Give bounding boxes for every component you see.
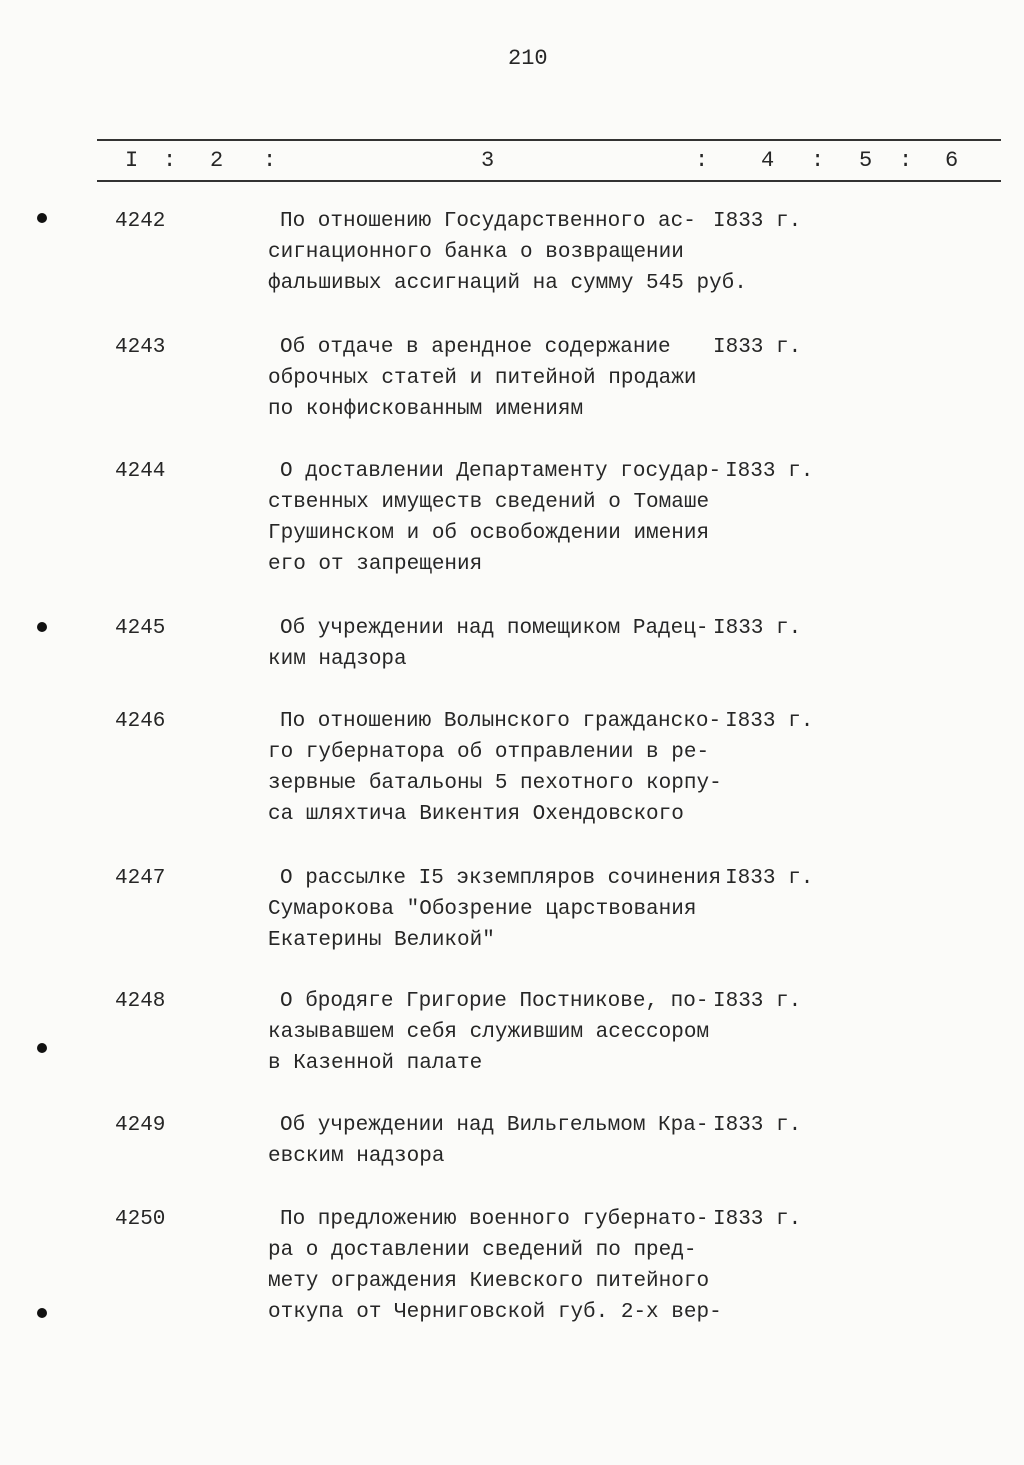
entry-text-line: фальшивых ассигнаций на сумму 545 руб. (268, 272, 747, 295)
entry-text-line: ственных имуществ сведений о Томаше (268, 491, 710, 514)
punch-hole-mark (37, 622, 47, 632)
col-3: 3 (481, 148, 495, 173)
col-sep: : (695, 148, 709, 173)
entry-text-line: ким надзора (268, 648, 407, 671)
punch-hole-mark (37, 1308, 47, 1318)
entry-text-line: Об отдаче в арендное содержание (280, 336, 671, 359)
col-sep: : (163, 148, 177, 173)
entry-text-line: О бродяге Григорие Постникове, по- (280, 990, 709, 1013)
entry-text-line: евским надзора (268, 1145, 445, 1168)
entry-text-line: По предложению военного губернато- (280, 1208, 709, 1231)
entry-text-line: оброчных статей и питейной продажи (268, 367, 697, 390)
entry-text-line: казывавшем себя служившим асессором (268, 1021, 710, 1044)
entry-number: 4245 (115, 617, 166, 640)
col-4: 4 (761, 148, 775, 173)
entry-text-line: го губернатора об отправлении в ре- (268, 741, 710, 764)
col-sep: : (811, 148, 825, 173)
entry-number: 4250 (115, 1208, 166, 1231)
entry-text-line: Грушинском и об освобождении имения (268, 522, 710, 545)
punch-hole-mark (37, 213, 47, 223)
entry-year: I833 г. (713, 617, 802, 640)
entry-text-line: По отношению Государственного ас- (280, 210, 696, 233)
entry-number: 4244 (115, 460, 166, 483)
col-sep: : (899, 148, 913, 173)
entry-number: 4246 (115, 710, 166, 733)
entry-text-line: откупа от Черниговской губ. 2-х вер- (268, 1301, 722, 1324)
entry-year: I833 г. (725, 710, 814, 733)
entry-text-line: его от запрещения (268, 553, 483, 576)
entry-number: 4243 (115, 336, 166, 359)
entry-text-line: Екатерины Великой" (268, 929, 495, 952)
entry-text-line: мету ограждения Киевского питейного (268, 1270, 710, 1293)
entry-text-line: сигнационного банка о возвращении (268, 241, 684, 264)
entry-text-line: Об учреждении над помещиком Радец- (280, 617, 709, 640)
entry-year: I833 г. (713, 990, 802, 1013)
entry-number: 4247 (115, 867, 166, 890)
entry-text-line: са шляхтича Викентия Охендовского (268, 803, 684, 826)
page-number: 210 (508, 46, 548, 71)
entry-text-line: в Казенной палате (268, 1052, 483, 1075)
col-6: 6 (945, 148, 959, 173)
entry-text-line: ра о доставлении сведений по пред- (268, 1239, 697, 1262)
entry-number: 4248 (115, 990, 166, 1013)
entry-year: I833 г. (725, 460, 814, 483)
entry-text-line: О доставлении Департаменту государ- (280, 460, 722, 483)
col-2: 2 (210, 148, 224, 173)
table-header (97, 148, 1001, 174)
entry-year: I833 г. (713, 336, 802, 359)
header-top-rule (97, 139, 1001, 141)
header-bottom-rule (97, 180, 1001, 182)
entry-text-line: зервные батальоны 5 пехотного корпу- (268, 772, 722, 795)
entry-text-line: По отношению Волынского гражданско- (280, 710, 722, 733)
col-1: I (125, 148, 139, 173)
entry-number: 4249 (115, 1114, 166, 1137)
entry-number: 4242 (115, 210, 166, 233)
entry-year: I833 г. (725, 867, 814, 890)
entry-text-line: О рассылке I5 экземпляров сочинения (280, 867, 722, 890)
entry-text-line: по конфискованным имениям (268, 398, 584, 421)
entry-text-line: Об учреждении над Вильгельмом Кра- (280, 1114, 709, 1137)
col-sep: : (263, 148, 277, 173)
entry-year: I833 г. (713, 1208, 802, 1231)
entry-year: I833 г. (713, 1114, 802, 1137)
punch-hole-mark (37, 1043, 47, 1053)
entry-text-line: Сумарокова "Обозрение царствования (268, 898, 697, 921)
entry-year: I833 г. (713, 210, 802, 233)
col-5: 5 (859, 148, 873, 173)
